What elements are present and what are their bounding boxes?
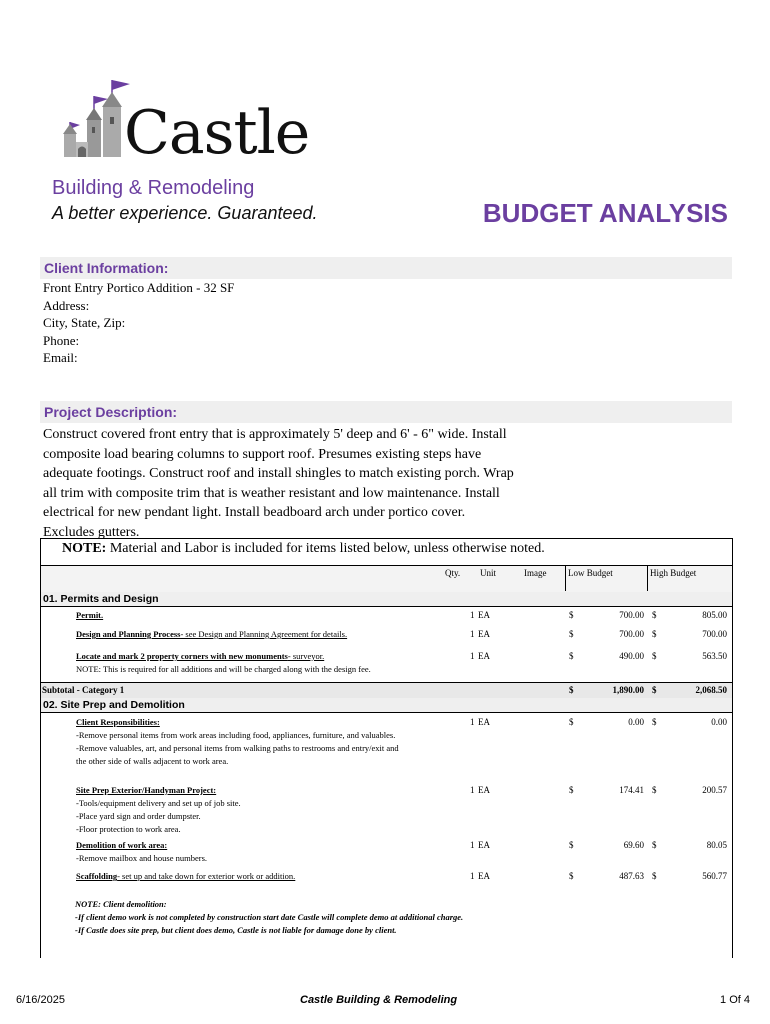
item-qty: 1 <box>470 629 475 639</box>
subtotal-low: 1,890.00 <box>612 685 644 695</box>
desc-line: the other side of walls adjacent to work area. <box>76 756 229 766</box>
item-low-budget: 490.00 <box>619 651 644 661</box>
project-line: Construct covered front entry that is approximately 5' deep and 6' - 6" wide. Install <box>43 427 507 442</box>
item-unit: EA <box>478 629 490 639</box>
item-high-budget: 200.57 <box>702 785 727 795</box>
item-scaffolding-name: Scaffolding <box>76 871 118 881</box>
currency-symbol: $ <box>652 629 657 639</box>
table-note <box>62 541 545 557</box>
footer-date: 6/16/2025 <box>16 994 65 1006</box>
table-note-label: NOTE: <box>62 541 107 556</box>
item-permit-title: Permit. <box>76 610 104 620</box>
item-qty: 1 <box>470 785 475 795</box>
category-1-heading: 01. Permits and Design <box>41 592 732 607</box>
currency-symbol: $ <box>652 717 657 727</box>
item-low-budget: 174.41 <box>619 785 644 795</box>
project-line: Excludes gutters. <box>43 524 140 540</box>
item-qty: 1 <box>470 871 475 881</box>
note-line: NOTE: Client demolition: <box>75 899 167 909</box>
project-line: all trim with composite trim that is weather resistant and low maintenance. Install <box>43 485 500 501</box>
item-design-title <box>76 629 347 639</box>
item-low-budget: 487.63 <box>619 871 644 881</box>
item-client-resp-title: Client Responsibilities: <box>76 717 160 727</box>
item-low-budget: 0.00 <box>628 717 644 727</box>
currency-symbol: $ <box>652 651 657 661</box>
desc-line: -Remove valuables, art, and personal items from walking paths to restrooms and entry/exit and <box>76 743 399 753</box>
footer-company: Castle Building & Remodeling <box>300 994 458 1006</box>
footer-page-number: 1 Of 4 <box>720 994 750 1006</box>
currency-symbol: $ <box>569 651 574 661</box>
logo-tagline: A better experience. Guaranteed. <box>52 203 318 223</box>
item-survey-note: NOTE: This is required for all additions and will be charged along with the design fee. <box>76 664 371 674</box>
logo-wordmark: Castle <box>124 98 310 168</box>
item-unit: EA <box>478 785 490 795</box>
currency-symbol: $ <box>652 785 657 795</box>
client-info-heading: Client Information: <box>40 257 732 279</box>
currency-symbol: $ <box>569 685 574 695</box>
item-high-budget: 805.00 <box>702 610 727 620</box>
logo-subtitle: Building & Remodeling <box>52 177 255 199</box>
note-line: -If client demo work is not completed by construction start date Castle will complete demo at additional charge. <box>75 912 464 922</box>
project-line: electrical for new pendant light. Install beadboard arch under portico cover. <box>43 505 466 520</box>
item-design-desc: - see Design and Planning Agreement for details. <box>180 629 348 639</box>
item-site-prep-title: Site Prep Exterior/Handyman Project: <box>76 785 217 795</box>
currency-symbol: $ <box>652 871 657 881</box>
item-unit: EA <box>478 717 490 727</box>
item-high-budget: 560.77 <box>702 871 727 881</box>
currency-symbol: $ <box>569 871 574 881</box>
item-high-budget: 563.50 <box>702 651 727 661</box>
item-unit: EA <box>478 871 490 881</box>
desc-line: -Remove personal items from work areas including food, appliances, furniture, and valuables. <box>76 730 396 740</box>
project-line: adequate footings. Construct roof and install shingles to match existing porch. Wrap <box>43 466 514 481</box>
subtotal-high: 2,068.50 <box>695 685 727 695</box>
currency-symbol: $ <box>652 685 657 695</box>
item-low-budget: 700.00 <box>619 610 644 620</box>
item-demolition-title: Demolition of work area: <box>76 840 168 850</box>
client-line: Address: <box>43 297 90 313</box>
client-info-lines <box>43 279 234 367</box>
item-high-budget: 700.00 <box>702 629 727 639</box>
currency-symbol: $ <box>652 840 657 850</box>
client-line: Email: <box>43 350 78 365</box>
desc-line: -Remove mailbox and house numbers. <box>76 853 208 863</box>
desc-line: -Tools/equipment delivery and set up of job site. <box>76 798 241 808</box>
desc-line: -Place yard sign and order dumpster. <box>76 811 201 821</box>
item-survey-desc: - surveyor. <box>287 651 325 661</box>
header-divider <box>565 565 566 591</box>
item-qty: 1 <box>470 651 475 661</box>
subtotal-label: Subtotal - Category 1 <box>42 685 125 695</box>
item-survey-name: Locate and mark 2 property corners with new monuments <box>76 651 288 661</box>
client-line: Phone: <box>43 332 80 348</box>
item-qty: 1 <box>470 717 475 727</box>
item-qty: 1 <box>470 610 475 620</box>
col-qty-header: Qty. <box>445 568 461 578</box>
item-high-budget: 80.05 <box>706 840 727 850</box>
table-header-band <box>41 565 732 593</box>
col-unit-header: Unit <box>480 568 497 578</box>
currency-symbol: $ <box>569 629 574 639</box>
item-qty: 1 <box>470 840 475 850</box>
item-low-budget: 69.60 <box>623 840 644 850</box>
note-line: -If Castle does site prep, but client does demo, Castle is not liable for damage done by client. <box>75 925 397 935</box>
project-line: composite load bearing columns to support roof. Presumes existing steps have <box>43 446 482 462</box>
currency-symbol: $ <box>569 610 574 620</box>
client-line: Front Entry Portico Addition - 32 SF <box>43 280 235 295</box>
currency-symbol: $ <box>569 840 574 850</box>
item-scaffolding-title <box>76 871 295 881</box>
item-unit: EA <box>478 840 490 850</box>
table-note-text: Material and Labor is included for items listed below, unless otherwise noted. <box>106 541 545 556</box>
item-survey-title <box>76 651 324 661</box>
project-description-heading: Project Description: <box>40 401 732 423</box>
currency-symbol: $ <box>652 610 657 620</box>
document-title: BUDGET ANALYSIS <box>482 198 728 228</box>
col-image-header: Image <box>524 568 547 578</box>
desc-line: -Floor protection to work area. <box>76 824 181 834</box>
item-unit: EA <box>478 610 490 620</box>
item-unit: EA <box>478 651 490 661</box>
category-2-heading: 02. Site Prep and Demolition <box>41 698 732 713</box>
col-low-header: Low Budget <box>568 568 613 578</box>
col-high-header: High Budget <box>650 568 697 578</box>
currency-symbol: $ <box>569 785 574 795</box>
currency-symbol: $ <box>569 717 574 727</box>
project-description-text <box>43 425 523 542</box>
client-line: City, State, Zip: <box>43 315 126 330</box>
header-divider <box>647 565 648 591</box>
item-scaffolding-desc: - set up and take down for exterior work or addition. <box>117 871 296 881</box>
item-design-name: Design and Planning Process <box>76 629 181 639</box>
item-high-budget: 0.00 <box>711 717 727 727</box>
item-low-budget: 700.00 <box>619 629 644 639</box>
client-demolition-note <box>75 898 463 937</box>
